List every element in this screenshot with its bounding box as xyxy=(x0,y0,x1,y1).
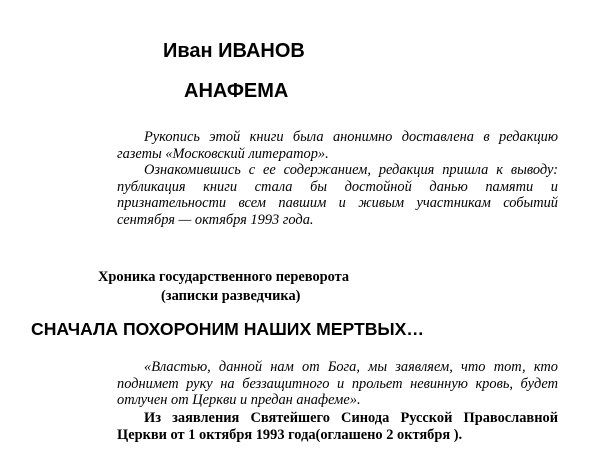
author-name: Иван ИВАНОВ xyxy=(163,40,305,62)
preface-paragraph-conclusion: Ознакомившись с ее содержанием, редакция пришла к выводу: публикация книги стала бы достойной данью памяти и признательности всем павшим и живым участникам событий сентября — октября 1993 года. xyxy=(117,162,558,228)
epigraph-quote: «Властью, данной нам от Бога, мы заявляем, что тот, кто поднимет руку на беззащитного и прольет невинную кровь, будет отлучен от Церкви и предан анафеме». xyxy=(117,359,558,409)
chronicle-title: Хроника государственного переворота xyxy=(98,269,350,285)
book-title: АНАФЕМА xyxy=(184,80,289,102)
epigraph xyxy=(117,359,558,409)
section-heading: СНАЧАЛА ПОХОРОНИМ НАШИХ МЕРТВЫХ… xyxy=(31,319,424,339)
chronicle-note: (записки разведчика) xyxy=(161,288,301,304)
preface-paragraph-manuscript: Рукопись этой книги была анонимно доставлена в редакцию газеты «Московский литератор». xyxy=(117,129,558,162)
chronicle-subtitle xyxy=(98,268,383,306)
epigraph-source: Из заявления Святейшего Синода Русской Православной Церкви от 1 октября 1993 года(оглашено 2 октября ). xyxy=(117,410,558,443)
editorial-preface xyxy=(117,129,558,229)
